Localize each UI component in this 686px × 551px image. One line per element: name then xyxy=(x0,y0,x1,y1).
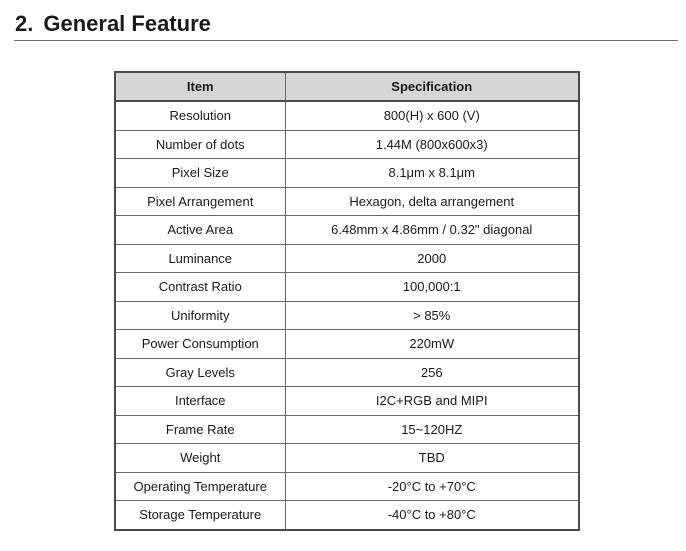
table-row xyxy=(115,101,579,130)
spec-cell: Hexagon, delta arrangement xyxy=(285,187,579,216)
spec-cell: -20°C to +70°C xyxy=(285,472,579,501)
table-row xyxy=(115,273,579,302)
item-cell: Luminance xyxy=(115,244,285,273)
spec-cell: 15~120HZ xyxy=(285,415,579,444)
spec-cell: > 85% xyxy=(285,301,579,330)
spec-cell: 256 xyxy=(285,358,579,387)
spec-cell: 8.1μm x 8.1μm xyxy=(285,159,579,188)
item-cell: Resolution xyxy=(115,101,285,130)
item-cell: Power Consumption xyxy=(115,330,285,359)
item-cell: Number of dots xyxy=(115,130,285,159)
item-cell: Storage Temperature xyxy=(115,501,285,530)
table-row xyxy=(115,187,579,216)
item-cell: Uniformity xyxy=(115,301,285,330)
item-cell: Pixel Arrangement xyxy=(115,187,285,216)
item-cell: Contrast Ratio xyxy=(115,273,285,302)
item-cell: Operating Temperature xyxy=(115,472,285,501)
section-title-text: General Feature xyxy=(43,11,211,36)
spec-cell: -40°C to +80°C xyxy=(285,501,579,530)
spec-cell: I2C+RGB and MIPI xyxy=(285,387,579,416)
section-number: 2. xyxy=(15,11,34,36)
section-title xyxy=(15,11,211,37)
spec-cell: 2000 xyxy=(285,244,579,273)
item-cell: Weight xyxy=(115,444,285,473)
spec-cell: 220mW xyxy=(285,330,579,359)
column-header-specification: Specification xyxy=(285,72,579,101)
table-row xyxy=(115,130,579,159)
spec-cell: 800(H) x 600 (V) xyxy=(285,101,579,130)
table-header-row xyxy=(115,72,579,101)
spec-cell: 1.44M (800x600x3) xyxy=(285,130,579,159)
table-head xyxy=(115,72,579,101)
table-row xyxy=(115,444,579,473)
section-header xyxy=(14,8,678,41)
table-row xyxy=(115,387,579,416)
table-row xyxy=(115,159,579,188)
spec-cell: 100,000:1 xyxy=(285,273,579,302)
item-cell: Pixel Size xyxy=(115,159,285,188)
table-row xyxy=(115,330,579,359)
table-row xyxy=(115,472,579,501)
spec-cell: 6.48mm x 4.86mm / 0.32" diagonal xyxy=(285,216,579,245)
item-cell: Gray Levels xyxy=(115,358,285,387)
table-body xyxy=(115,101,579,530)
general-feature-table xyxy=(114,71,580,531)
spec-cell: TBD xyxy=(285,444,579,473)
column-header-item: Item xyxy=(115,72,285,101)
table-row xyxy=(115,501,579,530)
item-cell: Frame Rate xyxy=(115,415,285,444)
table-row xyxy=(115,358,579,387)
table-row xyxy=(115,301,579,330)
table-row xyxy=(115,216,579,245)
table-row xyxy=(115,415,579,444)
item-cell: Interface xyxy=(115,387,285,416)
table-row xyxy=(115,244,579,273)
item-cell: Active Area xyxy=(115,216,285,245)
